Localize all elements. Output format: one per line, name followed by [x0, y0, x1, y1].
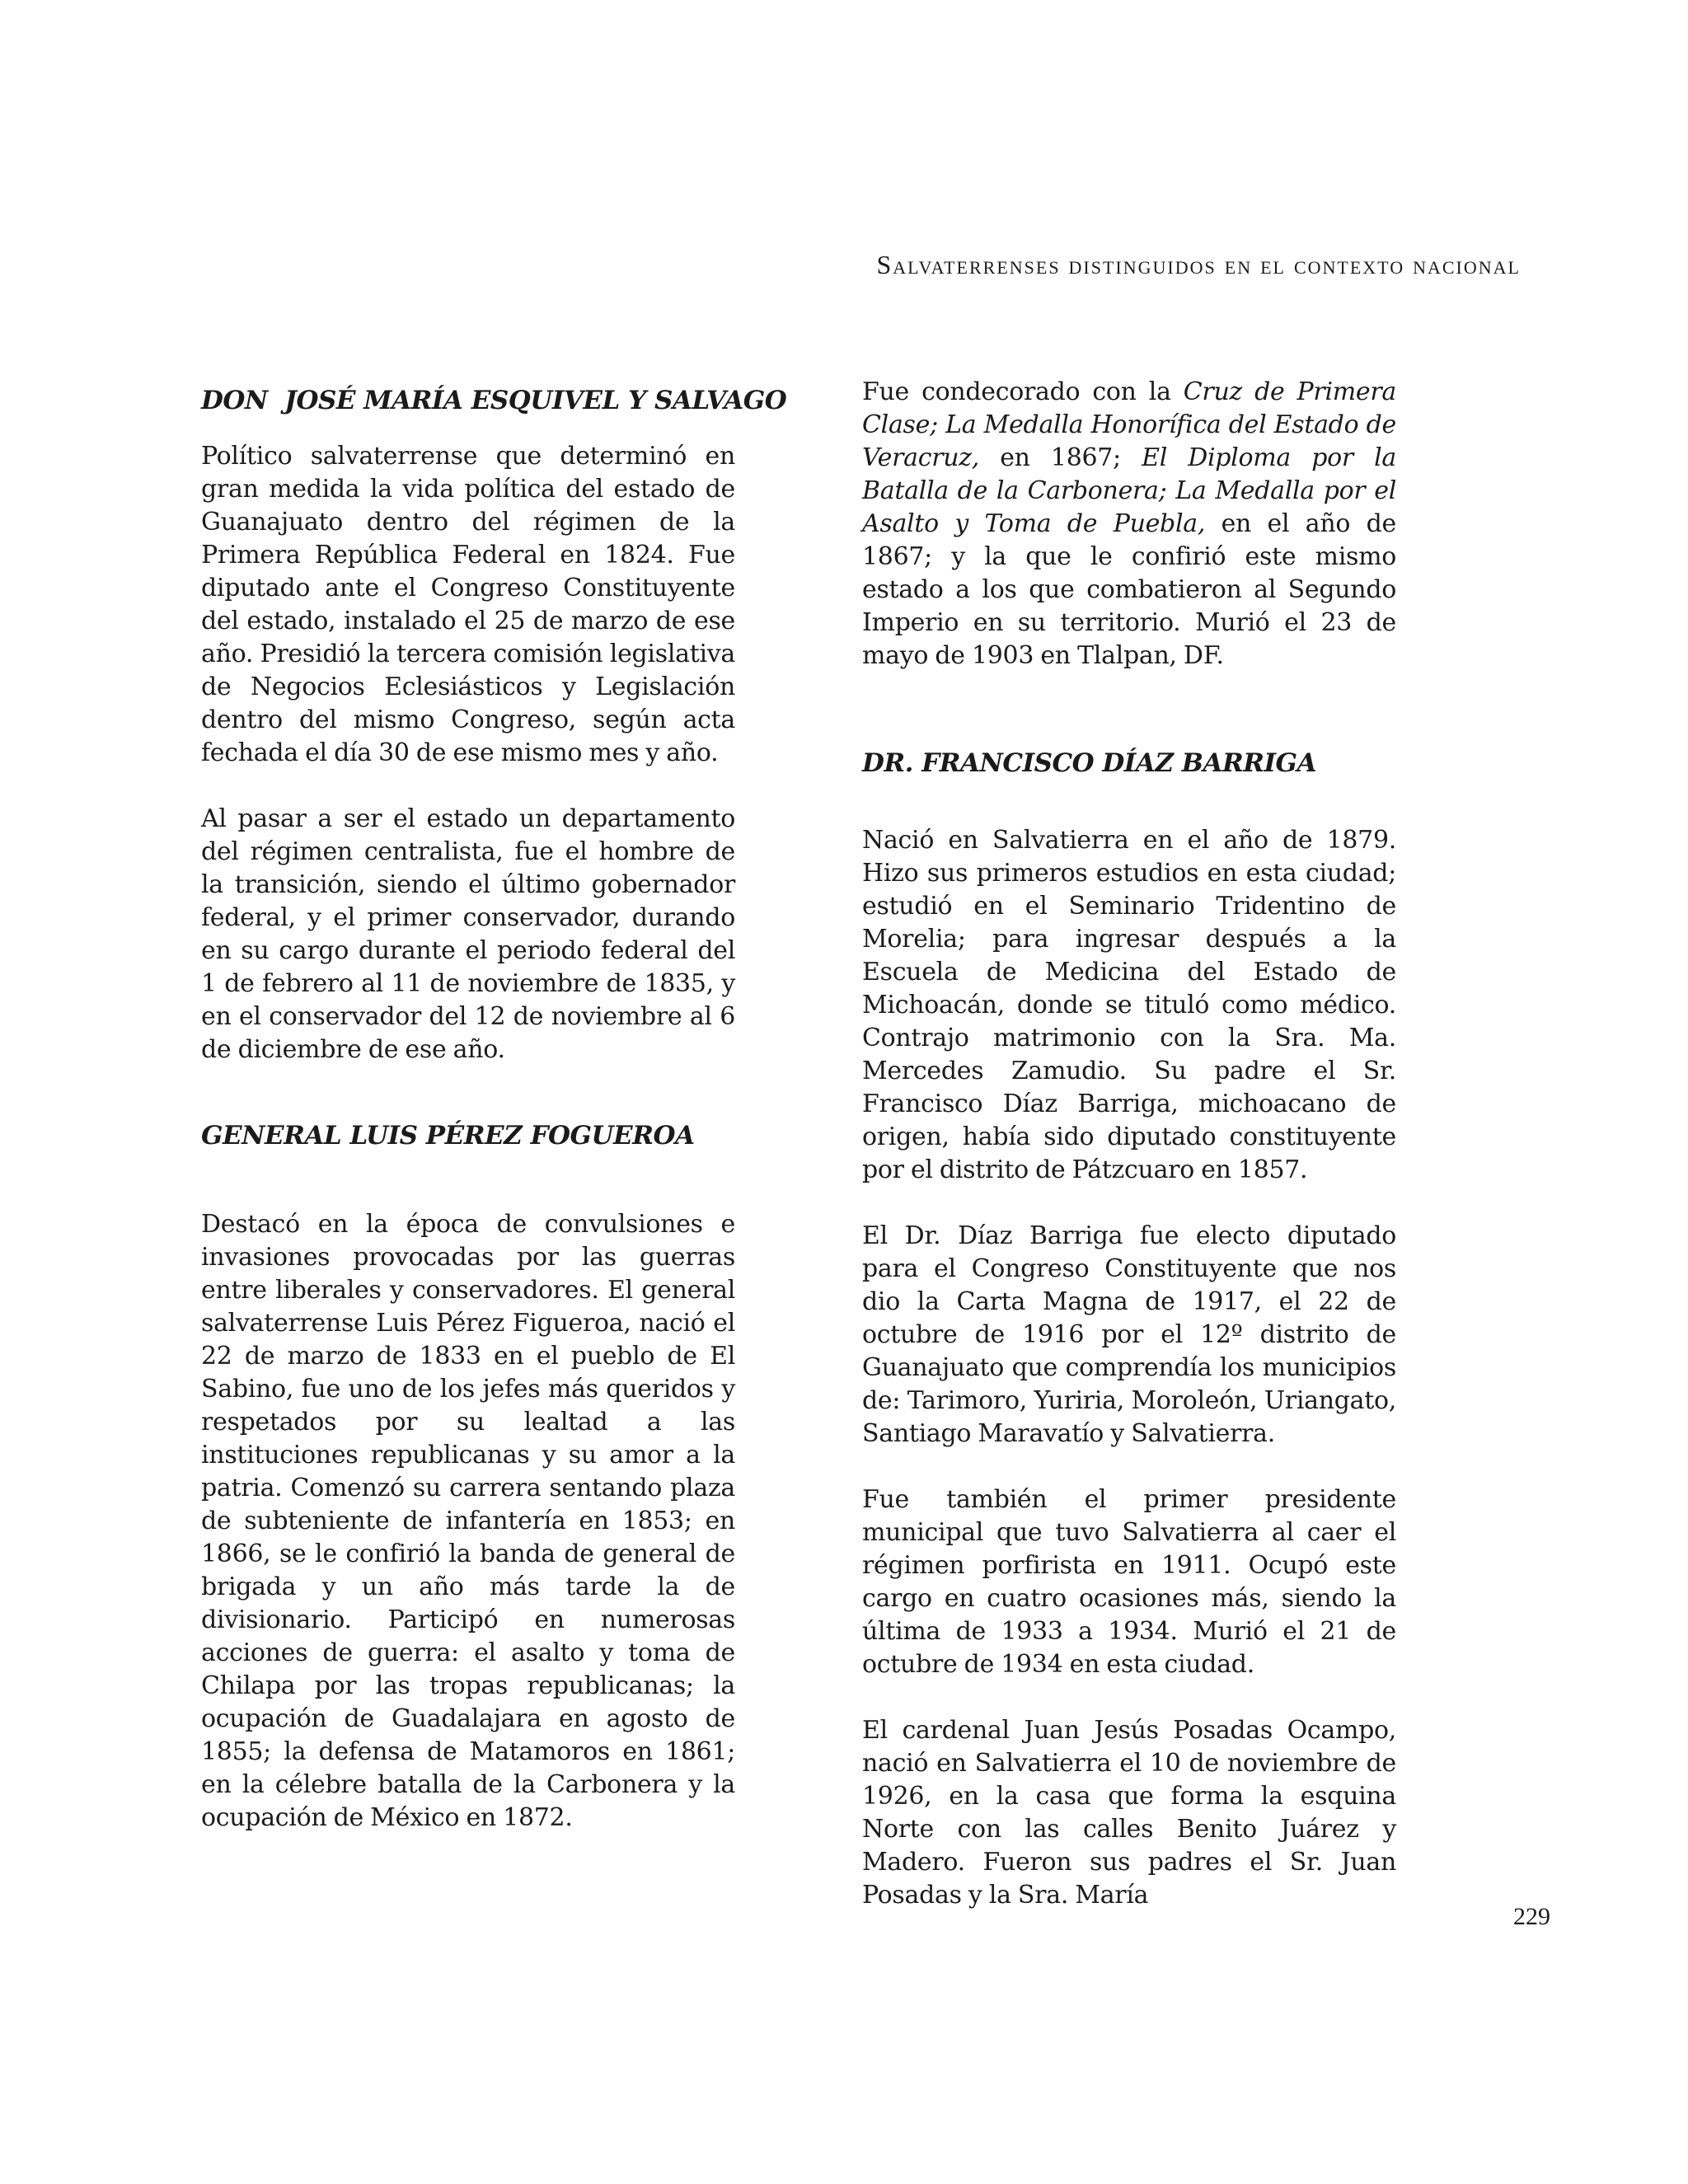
paragraph-perez-1: Destacó en la época de convulsiones e invasiones provocadas por las guerras entre liberales y conservadores. El general salvaterrense Luis Pérez Figueroa, nació el 22 de marzo de 1833 en el pueblo de El Sabino, fue uno de los jefes más queridos y respetados por su lealtad a las instituciones republicanas y su amor a la patria. Comenzó su carrera sentando plaza de subteniente de infantería en 1853; en 1866, se le confirió la banda de general de brigada y un año más tarde la de divisionario. Participó en numerosas acciones de guerra: el asalto y toma de Chilapa por las tropas republicanas; la ocupación de Guadalajara en agosto de 1855; la defensa de Matamoros en 1861; en la célebre batalla de la Carbonera y la ocupación de México en 1872. [201, 1210, 735, 1832]
section-title-perez: GENERAL LUIS PÉREZ FOGUEROA [201, 1121, 695, 1151]
italic-decorations-1: Cruz de Primera Clase; La Medalla Honorífica del Estado de Veracruz, [862, 377, 1396, 472]
page-number: 229 [1513, 1903, 1550, 1930]
text-run: Fue condecorado con la [862, 377, 1184, 406]
paragraph-diaz-3: Fue también el primer presidente municipal que tuvo Salvatierra al caer el régimen porfirista en 1911. Ocupó este cargo en cuatro ocasiones más, siendo la última de 1933 a 1934. Murió el 21 de octubre de 1934 en esta ciudad. [862, 1485, 1396, 1679]
running-head: Salvaterrenses distinguidos en el contexto nacional [876, 250, 1521, 279]
text-run: en el año de 1867; y la que le confirió este mismo estado a los que combatieron al Segundo Imperio en su territorio. Murió el 23 de mayo de 1903 en Tlalpan, DF. [862, 509, 1396, 670]
paragraph-esquivel-2: Al pasar a ser el estado un departamento del régimen centralista, fue el hombre de la transición, siendo el último gobernador federal, y el primer conservador, durando en su cargo durante el periodo federal del 1 de febrero al 11 de noviembre de 1835, y en el conservador del 12 de noviembre al 6 de diciembre de ese año. [201, 804, 735, 1064]
italic-decorations-2: El Diploma por la Batalla de la Carbonera; La Medalla por el Asalto y Toma de Puebla, [862, 443, 1397, 538]
section-title-esquivel: DON JOSÉ MARÍA ESQUIVEL Y SALVAGO [201, 386, 787, 415]
text-run: en 1867; [979, 443, 1142, 472]
paragraph-diaz-1: Nació en Salvatierra en el año de 1879. Hizo sus primeros estudios en esta ciudad; estudió en el Seminario Tridentino de Morelia; para ingresar después a la Escuela de Medicina del Estado de Michoacán, donde se tituló como médico. Contrajo matrimonio con la Sra. Ma. Mercedes Zamudio. Su padre el Sr. Francisco Díaz Barriga, michoacano de origen, había sido diputado constituyente por el distrito de Pátzcuaro en 1857. [862, 826, 1396, 1184]
paragraph-posadas: El cardenal Juan Jesús Posadas Ocampo, nació en Salvatierra el 10 de noviembre de 1926, en la casa que forma la esquina Norte con las calles Benito Juárez y Madero. Fueron sus padres el Sr. Juan Posadas y la Sra. María [862, 1716, 1396, 1910]
right-column [862, 376, 1396, 1912]
paragraph-perez-continuation [862, 376, 1396, 673]
paragraph-diaz-2: El Dr. Díaz Barriga fue electo diputado para el Congreso Constituyente que nos dio la Carta Magna de 1917, el 22 de octubre de 1916 por el 12º distrito de Guanajuato que comprendía los municipios de: Tarimoro, Yuriria, Moroleón, Uriangato, Santiago Maravatío y Salvatierra. [862, 1221, 1396, 1448]
left-column [201, 384, 787, 1835]
paragraph-esquivel-1: Político salvaterrense que determinó en gran medida la vida política del estado de Guanajuato dentro del régimen de la Primera República Federal en 1824. Fue diputado ante el Congreso Constituyente del estado, instalado el 25 de marzo de ese año. Presidió la tercera comisión legislativa de Negocios Eclesiásticos y Legislación dentro del mismo Congreso, según acta fechada el día 30 de ese mismo mes y año. [201, 442, 735, 767]
section-title-diaz-barriga: DR. FRANCISCO DÍAZ BARRIGA [862, 748, 1317, 778]
